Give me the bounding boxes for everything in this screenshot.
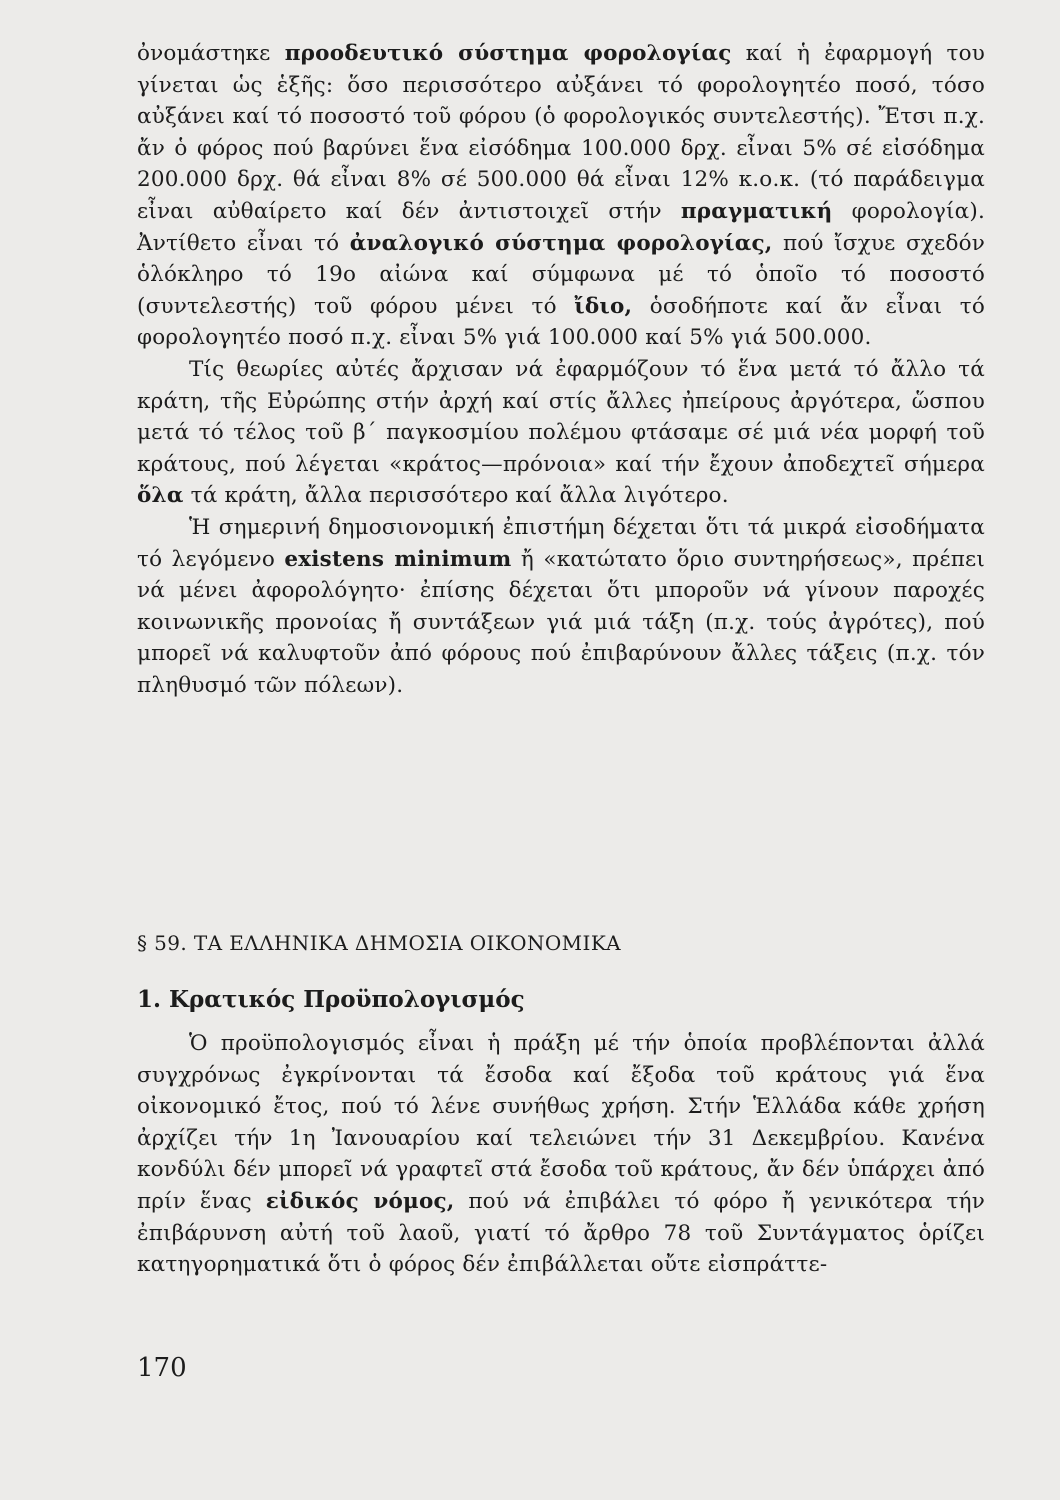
paragraph-budget-definition: Ὁ προϋπολογισμός εἶναι ἡ πράξη μέ τήν ὁποία προβλέπονται ἀλλά συγχρόνως ἐγκρίνονται τά ἔσοδα καί ἔξοδα τοῦ κράτους γιά ἕνα οἰκονομικό ἔτος, πού τό λένε συνήθως χρήση. Στήν Ἑλλάδα κάθε χρήση ἀρχίζει τήν 1η Ἰανουαρίου καί τελειώνει τήν 31 Δεκεμβρίου. Κανένα κονδύλι δέν μπορεῖ νά γραφτεῖ στά ἔσοδα τοῦ κράτους, ἄν δέν ὑπάρχει ἀπό πρίν ἕνας εἰδικός νόμος, πού νά ἐπιβάλει τό φόρο ἤ γενικότερα τήν ἐπιβάρυνση αὐτή τοῦ λαοῦ, γιατί τό ἄρθρο 78 τοῦ Συντάγματος ὁρίζει κατηγορηματικά ὅτι ὁ φόρος δέν ἐπιβάλλεται οὔτε εἰσπράττε-: [137, 1031, 985, 1278]
paragraph-progressive-taxation: ὀνομάστηκε προοδευτικό σύστημα φορολογίας καί ἡ ἐφαρμογή του γίνεται ὡς ἑξῆς: ὅσο περισσότερο αὐξάνει τό φορολογητέο ποσό, τόσο αὐξάνει καί τό ποσοστό τοῦ φόρου (ὁ φορολογικός συντελεστής). Ἔτσι π.χ. ἄν ὁ φόρος πού βαρύνει ἕνα εἰσόδημα 100.000 δρχ. εἶναι 5% σέ εἰσόδημα 200.000 δρχ. θά εἶναι 8% σέ 500.000 θά εἶναι 12% κ.ο.κ. (τό παράδειγμα εἶναι αὐθαίρετο καί δέν ἀντιστοιχεῖ στήν πραγματική φορολογία). Ἀντίθετο εἶναι τό ἀναλογικό σύστημα φορολογίας, πού ἴσχυε σχεδόν ὁλόκληρο τό 19ο αἰώνα καί σύμφωνα μέ τό ὁποῖο τό ποσοστό (συντελεστής) τοῦ φόρου μένει τό ἴδιο, ὁσοδήποτε καί ἄν εἶναι τό φορολογητέο ποσό π.χ. εἶναι 5% γιά 100.000 καί 5% γιά 500.000.: [137, 41, 986, 351]
lower-text-block: [137, 1028, 985, 1281]
section-heading: § 59. ΤΑ ΕΛΛΗΝΙΚΑ ΔΗΜΟΣΙΑ ΟΙΚΟΝΟΜΙΚΑ: [137, 931, 622, 955]
upper-text-block: [137, 38, 985, 701]
subheading-state-budget: 1. Κρατικός Προϋπολογισμός: [137, 986, 525, 1013]
paragraph-welfare-state: Τίς θεωρίες αὐτές ἄρχισαν νά ἐφαρμόζουν τό ἕνα μετά τό ἄλλο τά κράτη, τῆς Εὐρώπης στήν ἀρχή καί στίς ἄλλες ἠπείρους ἀργότερα, ὥσπου μετά τό τέλος τοῦ β΄ παγκοσμίου πολέμου φτάσαμε σέ μιά νέα μορφή τοῦ κράτους, πού λέγεται «κράτος—πρόνοια» καί τήν ἔχουν ἀποδεχτεῖ σήμερα ὅλα τά κράτη, ἄλλα περισσότερο καί ἄλλα λιγότερο.: [137, 356, 985, 509]
page-number: 170: [137, 1353, 187, 1383]
paragraph-existens-minimum: Ἡ σημερινή δημοσιονομική ἐπιστήμη δέχεται ὅτι τά μικρά εἰσοδήματα τό λεγόμενο existens minimum ἤ «κατώτατο ὅριο συντηρήσεως», πρέπει νά μένει ἀφορολόγητο· ἐπίσης δέχεται ὅτι μποροῦν νά γίνουν παροχές κοινωνικῆς προνοίας ἤ συντάξεων γιά μιά τάξη (π.χ. τούς ἀγρότες), πού μπορεῖ νά καλυφτοῦν ἀπό φόρους πού ἐπιβαρύνουν ἄλλες τάξεις (π.χ. τόν πληθυσμό τῶν πόλεων).: [137, 514, 985, 698]
